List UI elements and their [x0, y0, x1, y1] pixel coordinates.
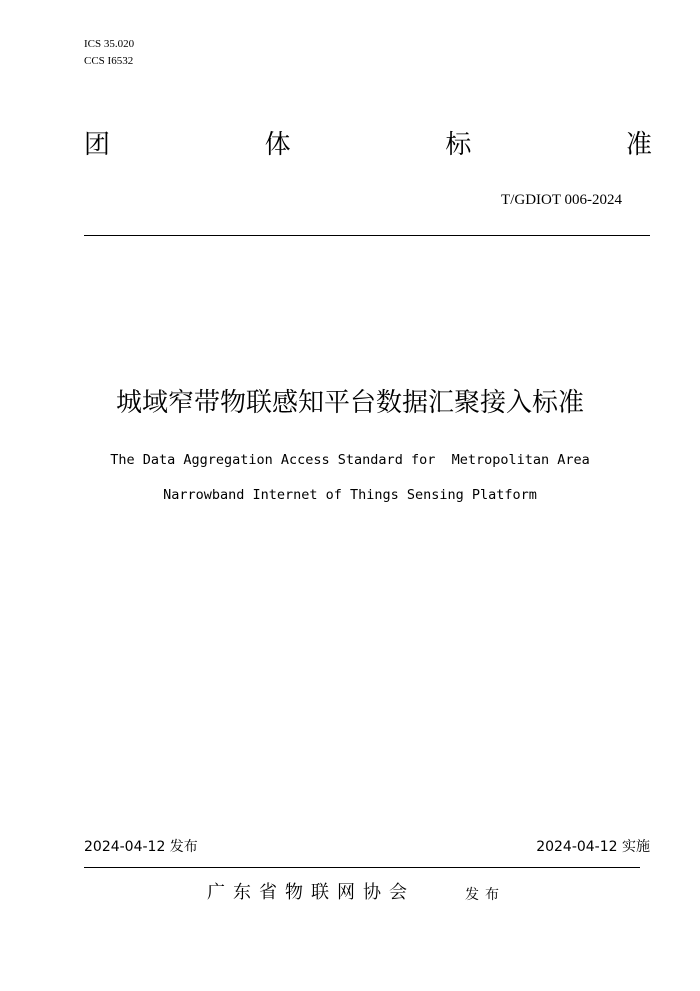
english-title-line-2: Narrowband Internet of Things Sensing Platform — [163, 487, 537, 503]
chinese-title: 城域窄带物联感知平台数据汇聚接入标准 — [115, 388, 584, 418]
issue-date: 2024-04-12 发布 — [84, 839, 198, 855]
standard-type-char: 准 — [625, 130, 652, 160]
standard-type-char: 标 — [445, 130, 472, 160]
implementation-date: 2024-04-12 实施 — [536, 839, 650, 855]
classification-codes — [84, 36, 134, 70]
bottom-divider — [84, 867, 640, 868]
standard-type-char: 团 — [84, 130, 111, 160]
ccs-code: CCS I6532 — [84, 55, 134, 67]
top-divider — [84, 235, 650, 236]
standard-number: T/GDIOT 006-2024 — [501, 192, 622, 208]
ics-code: ICS 35.020 — [84, 38, 135, 50]
publish-label: 发布 — [465, 887, 505, 903]
standard-type-heading — [84, 128, 652, 162]
english-title-line-1: The Data Aggregation Access Standard for Metropolitan Area — [110, 452, 590, 468]
standard-type-char: 体 — [264, 130, 291, 160]
publisher-name: 广东省物联网协会 — [207, 882, 415, 903]
